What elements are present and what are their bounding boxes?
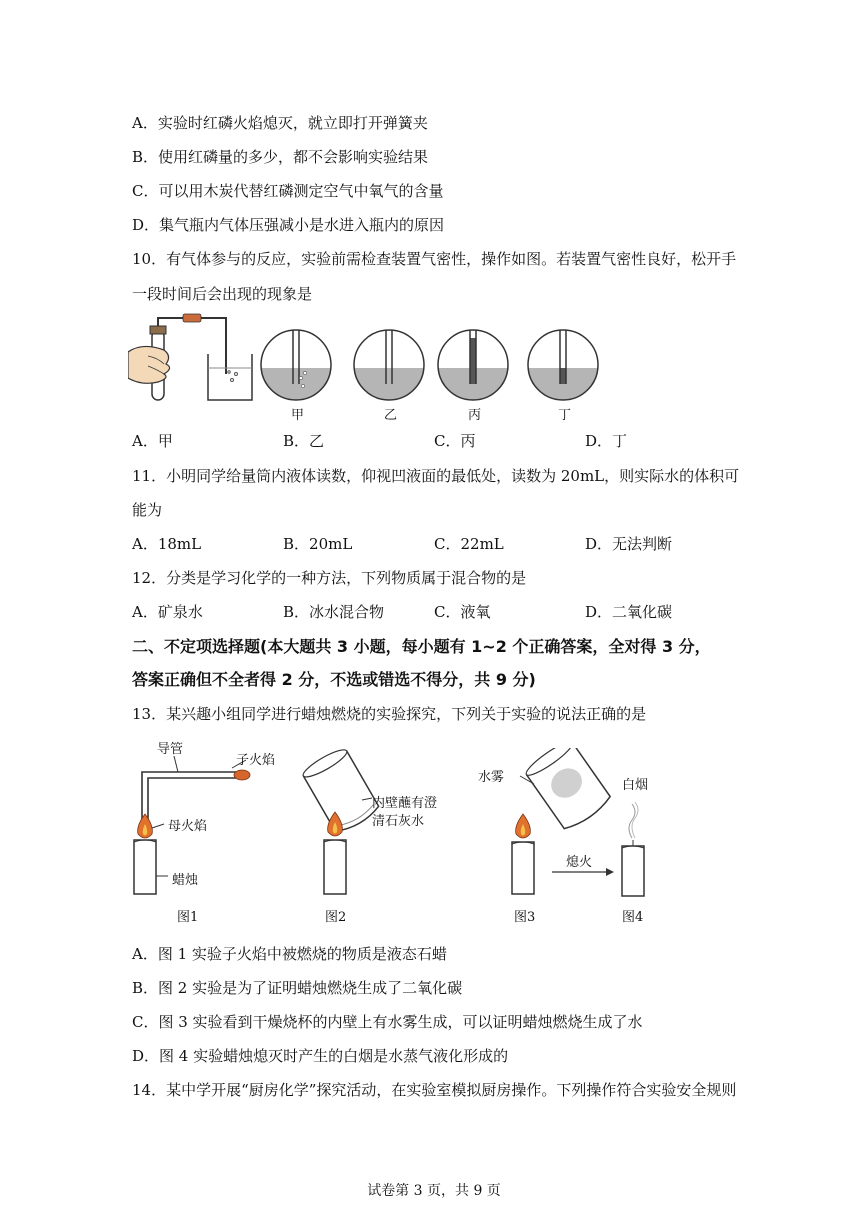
q10-stem-line1: 10．有气体参与的反应，实验前需检查装置气密性，操作如图。若装置气密性良好，松开手 <box>132 250 737 268</box>
q13-option-b: B．图 2 实验是为了证明蜡烛燃烧生成了二氧化碳 <box>132 979 463 997</box>
q10-option-b: B．乙 <box>283 432 325 450</box>
figure3-candle-mist <box>490 748 620 898</box>
circle-bing <box>436 328 510 402</box>
fig1-label-tube: 导管 <box>157 742 184 757</box>
q11-option-a: A．18mL <box>132 535 202 553</box>
fig-label-ding: 丁 <box>558 408 572 423</box>
fig1-label-mother-flame: 母火焰 <box>168 819 208 834</box>
fig1-label-child-flame: 子火焰 <box>236 753 276 768</box>
q9-option-d: D．集气瓶内气体压强减小是水进入瓶内的原因 <box>132 216 445 234</box>
circle-ding <box>526 328 600 402</box>
section2-heading-line1: 二、不定项选择题(本大题共 3 小题，每小题有 1~2 个正确答案，全对得 3 分， <box>132 637 711 656</box>
fig-label-jia: 甲 <box>291 408 305 423</box>
q13-option-d: D．图 4 实验蜡烛熄灭时产生的白烟是水蒸气液化形成的 <box>132 1047 509 1065</box>
circle-yi <box>352 328 426 402</box>
q14-stem: 14．某中学开展“厨房化学”探究活动，在实验室模拟厨房操作。下列操作符合实验安全规则 <box>132 1081 737 1099</box>
q12-option-d: D．二氧化碳 <box>585 603 673 621</box>
fig4-label-white-smoke: 白烟 <box>622 778 649 793</box>
q10-stem-line2: 一段时间后会出现的现象是 <box>132 285 313 303</box>
q13-option-a: A．图 1 实验子火焰中被燃烧的物质是液态石蜡 <box>132 945 447 963</box>
page-footer: 试卷第 3 页，共 9 页 <box>367 1183 501 1199</box>
fig-label-yi: 乙 <box>384 408 398 423</box>
q13-option-c: C．图 3 实验看到干燥烧杯的内壁上有水雾生成，可以证明蜡烛燃烧生成了水 <box>132 1013 643 1031</box>
q12-stem: 12．分类是学习化学的一种方法，下列物质属于混合物的是 <box>132 569 527 587</box>
q12-option-c: C．液氧 <box>434 603 491 621</box>
fig-label-bing: 丙 <box>468 408 482 423</box>
q13-stem: 13．某兴趣小组同学进行蜡烛燃烧的实验探究，下列关于实验的说法正确的是 <box>132 705 647 723</box>
q11-stem-line1: 11．小明同学给量筒内液体读数，仰视凹液面的最低处，读数为 20mL，则实际水的体积可 <box>132 467 740 485</box>
fig3-label-water-mist: 水雾 <box>478 770 505 785</box>
circle-jia <box>259 328 333 402</box>
q10-option-c: C．丙 <box>434 432 476 450</box>
caption-fig4: 图4 <box>622 910 644 925</box>
caption-fig2: 图2 <box>325 910 347 925</box>
q11-stem-line2: 能为 <box>132 501 163 519</box>
q10-option-a: A．甲 <box>132 432 173 450</box>
q11-option-d: D．无法判断 <box>585 535 673 553</box>
figure1-candle-tube <box>128 748 288 898</box>
section2-heading-line2: 答案正确但不全者得 2 分，不选或错选不得分，共 9 分) <box>132 670 536 689</box>
q9-option-a: A．实验时红磷火焰熄灭，就立即打开弹簧夹 <box>132 114 428 132</box>
q12-option-a: A．矿泉水 <box>132 603 203 621</box>
fig2-label-note2: 清石灰水 <box>372 814 425 829</box>
q12-option-b: B．冰水混合物 <box>283 603 385 621</box>
q11-option-b: B．20mL <box>283 535 353 553</box>
caption-fig1: 图1 <box>177 910 199 925</box>
figure4-candle-smoke <box>614 778 654 898</box>
fig2-label-note1: 内壁蘸有澄 <box>372 796 438 811</box>
q9-option-c: C．可以用木炭代替红磷测定空气中氧气的含量 <box>132 182 444 200</box>
airtightness-apparatus-figure <box>128 312 258 404</box>
q9-option-b: B．使用红磷量的多少，都不会影响实验结果 <box>132 148 429 166</box>
q10-option-d: D．丁 <box>585 432 628 450</box>
fig1-label-candle: 蜡烛 <box>172 873 199 888</box>
caption-fig3: 图3 <box>514 910 536 925</box>
q11-option-c: C．22mL <box>434 535 504 553</box>
fig3-label-extinguish: 熄火 <box>566 855 593 870</box>
